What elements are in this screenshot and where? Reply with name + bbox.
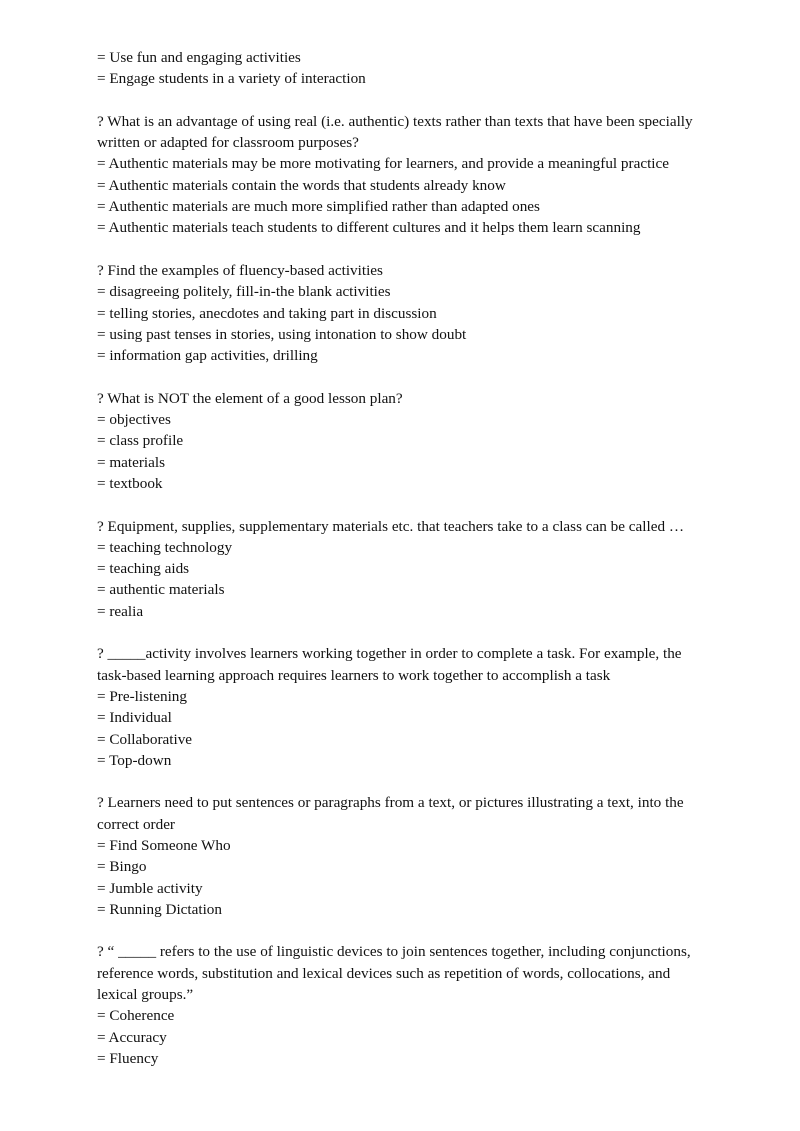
spacer bbox=[97, 90, 737, 111]
question-text: task-based learning approach requires learners to work together to accomplish a task bbox=[97, 666, 611, 684]
question-text: correct order bbox=[97, 815, 175, 833]
question-text: ? What is NOT the element of a good lesson plan? bbox=[97, 389, 403, 407]
answer-option: = Collaborative bbox=[97, 730, 193, 748]
answer-option: = class profile bbox=[97, 432, 184, 450]
answer-option: = Top-down bbox=[97, 751, 172, 769]
question-text: ? Find the examples of fluency-based activities bbox=[97, 261, 383, 279]
answer-option: = Authentic materials teach students to different cultures and it helps them learn scanning bbox=[97, 219, 641, 237]
answer-option: = using past tenses in stories, using intonation to show doubt bbox=[97, 325, 467, 343]
spacer bbox=[97, 622, 737, 643]
spacer bbox=[97, 771, 737, 792]
answer-option: = Accuracy bbox=[97, 1028, 167, 1046]
question-block bbox=[97, 643, 737, 771]
question-text: reference words, substitution and lexical devices such as repetition of words, collocations, and bbox=[97, 964, 671, 982]
answer-option: = Authentic materials are much more simplified rather than adapted ones bbox=[97, 198, 540, 216]
answer-option: = Authentic materials may be more motivating for learners, and provide a meaningful practice bbox=[97, 155, 669, 173]
answer-option: = materials bbox=[97, 453, 166, 471]
answer-option: = telling stories, anecdotes and taking part in discussion bbox=[97, 304, 437, 322]
question-block bbox=[97, 516, 737, 622]
answer-option: = Jumble activity bbox=[97, 879, 203, 897]
intro-answer-list bbox=[97, 47, 737, 90]
question-block bbox=[97, 260, 737, 366]
answer-option: = disagreeing politely, fill-in-the blank activities bbox=[97, 283, 391, 301]
question-text: lexical groups.” bbox=[97, 986, 194, 1004]
spacer bbox=[97, 920, 737, 941]
answer-option: = objectives bbox=[97, 411, 171, 429]
spacer bbox=[97, 366, 737, 387]
answer-option: = realia bbox=[97, 602, 144, 620]
answer-option: = Bingo bbox=[97, 858, 147, 876]
spacer bbox=[97, 494, 737, 515]
question-text: ? “ _____ refers to the use of linguistic devices to join sentences together, including conjunctions, bbox=[97, 943, 691, 961]
question-block bbox=[97, 111, 737, 239]
document-page bbox=[97, 47, 737, 1069]
answer-option: = textbook bbox=[97, 474, 163, 492]
answer-option: = Find Someone Who bbox=[97, 836, 231, 854]
question-text: ? Equipment, supplies, supplementary materials etc. that teachers take to a class can be called … bbox=[97, 517, 685, 535]
answer-option: = Pre-listening bbox=[97, 687, 187, 705]
answer-option: = teaching technology bbox=[97, 538, 233, 556]
question-block bbox=[97, 388, 737, 494]
answer-option: = Individual bbox=[97, 709, 172, 727]
question-block bbox=[97, 792, 737, 920]
question-text: written or adapted for classroom purposes? bbox=[97, 134, 359, 152]
question-block bbox=[97, 941, 737, 1069]
answer-option: = Authentic materials contain the words that students already know bbox=[97, 176, 506, 194]
answer-option: = Fluency bbox=[97, 1049, 159, 1067]
answer-option: = Engage students in a variety of interaction bbox=[97, 70, 366, 88]
spacer bbox=[97, 239, 737, 260]
question-text: ? _____activity involves learners working together in order to complete a task. For example, the bbox=[97, 645, 682, 663]
answer-option: = Coherence bbox=[97, 1007, 175, 1025]
answer-option: = information gap activities, drilling bbox=[97, 347, 318, 365]
answer-option: = authentic materials bbox=[97, 581, 225, 599]
question-text: ? Learners need to put sentences or paragraphs from a text, or pictures illustrating a text, into the bbox=[97, 794, 684, 812]
answer-option: = Running Dictation bbox=[97, 900, 222, 918]
answer-option: = teaching aids bbox=[97, 560, 190, 578]
question-text: ? What is an advantage of using real (i.e. authentic) texts rather than texts that have been specially bbox=[97, 112, 693, 130]
answer-option: = Use fun and engaging activities bbox=[97, 49, 301, 66]
